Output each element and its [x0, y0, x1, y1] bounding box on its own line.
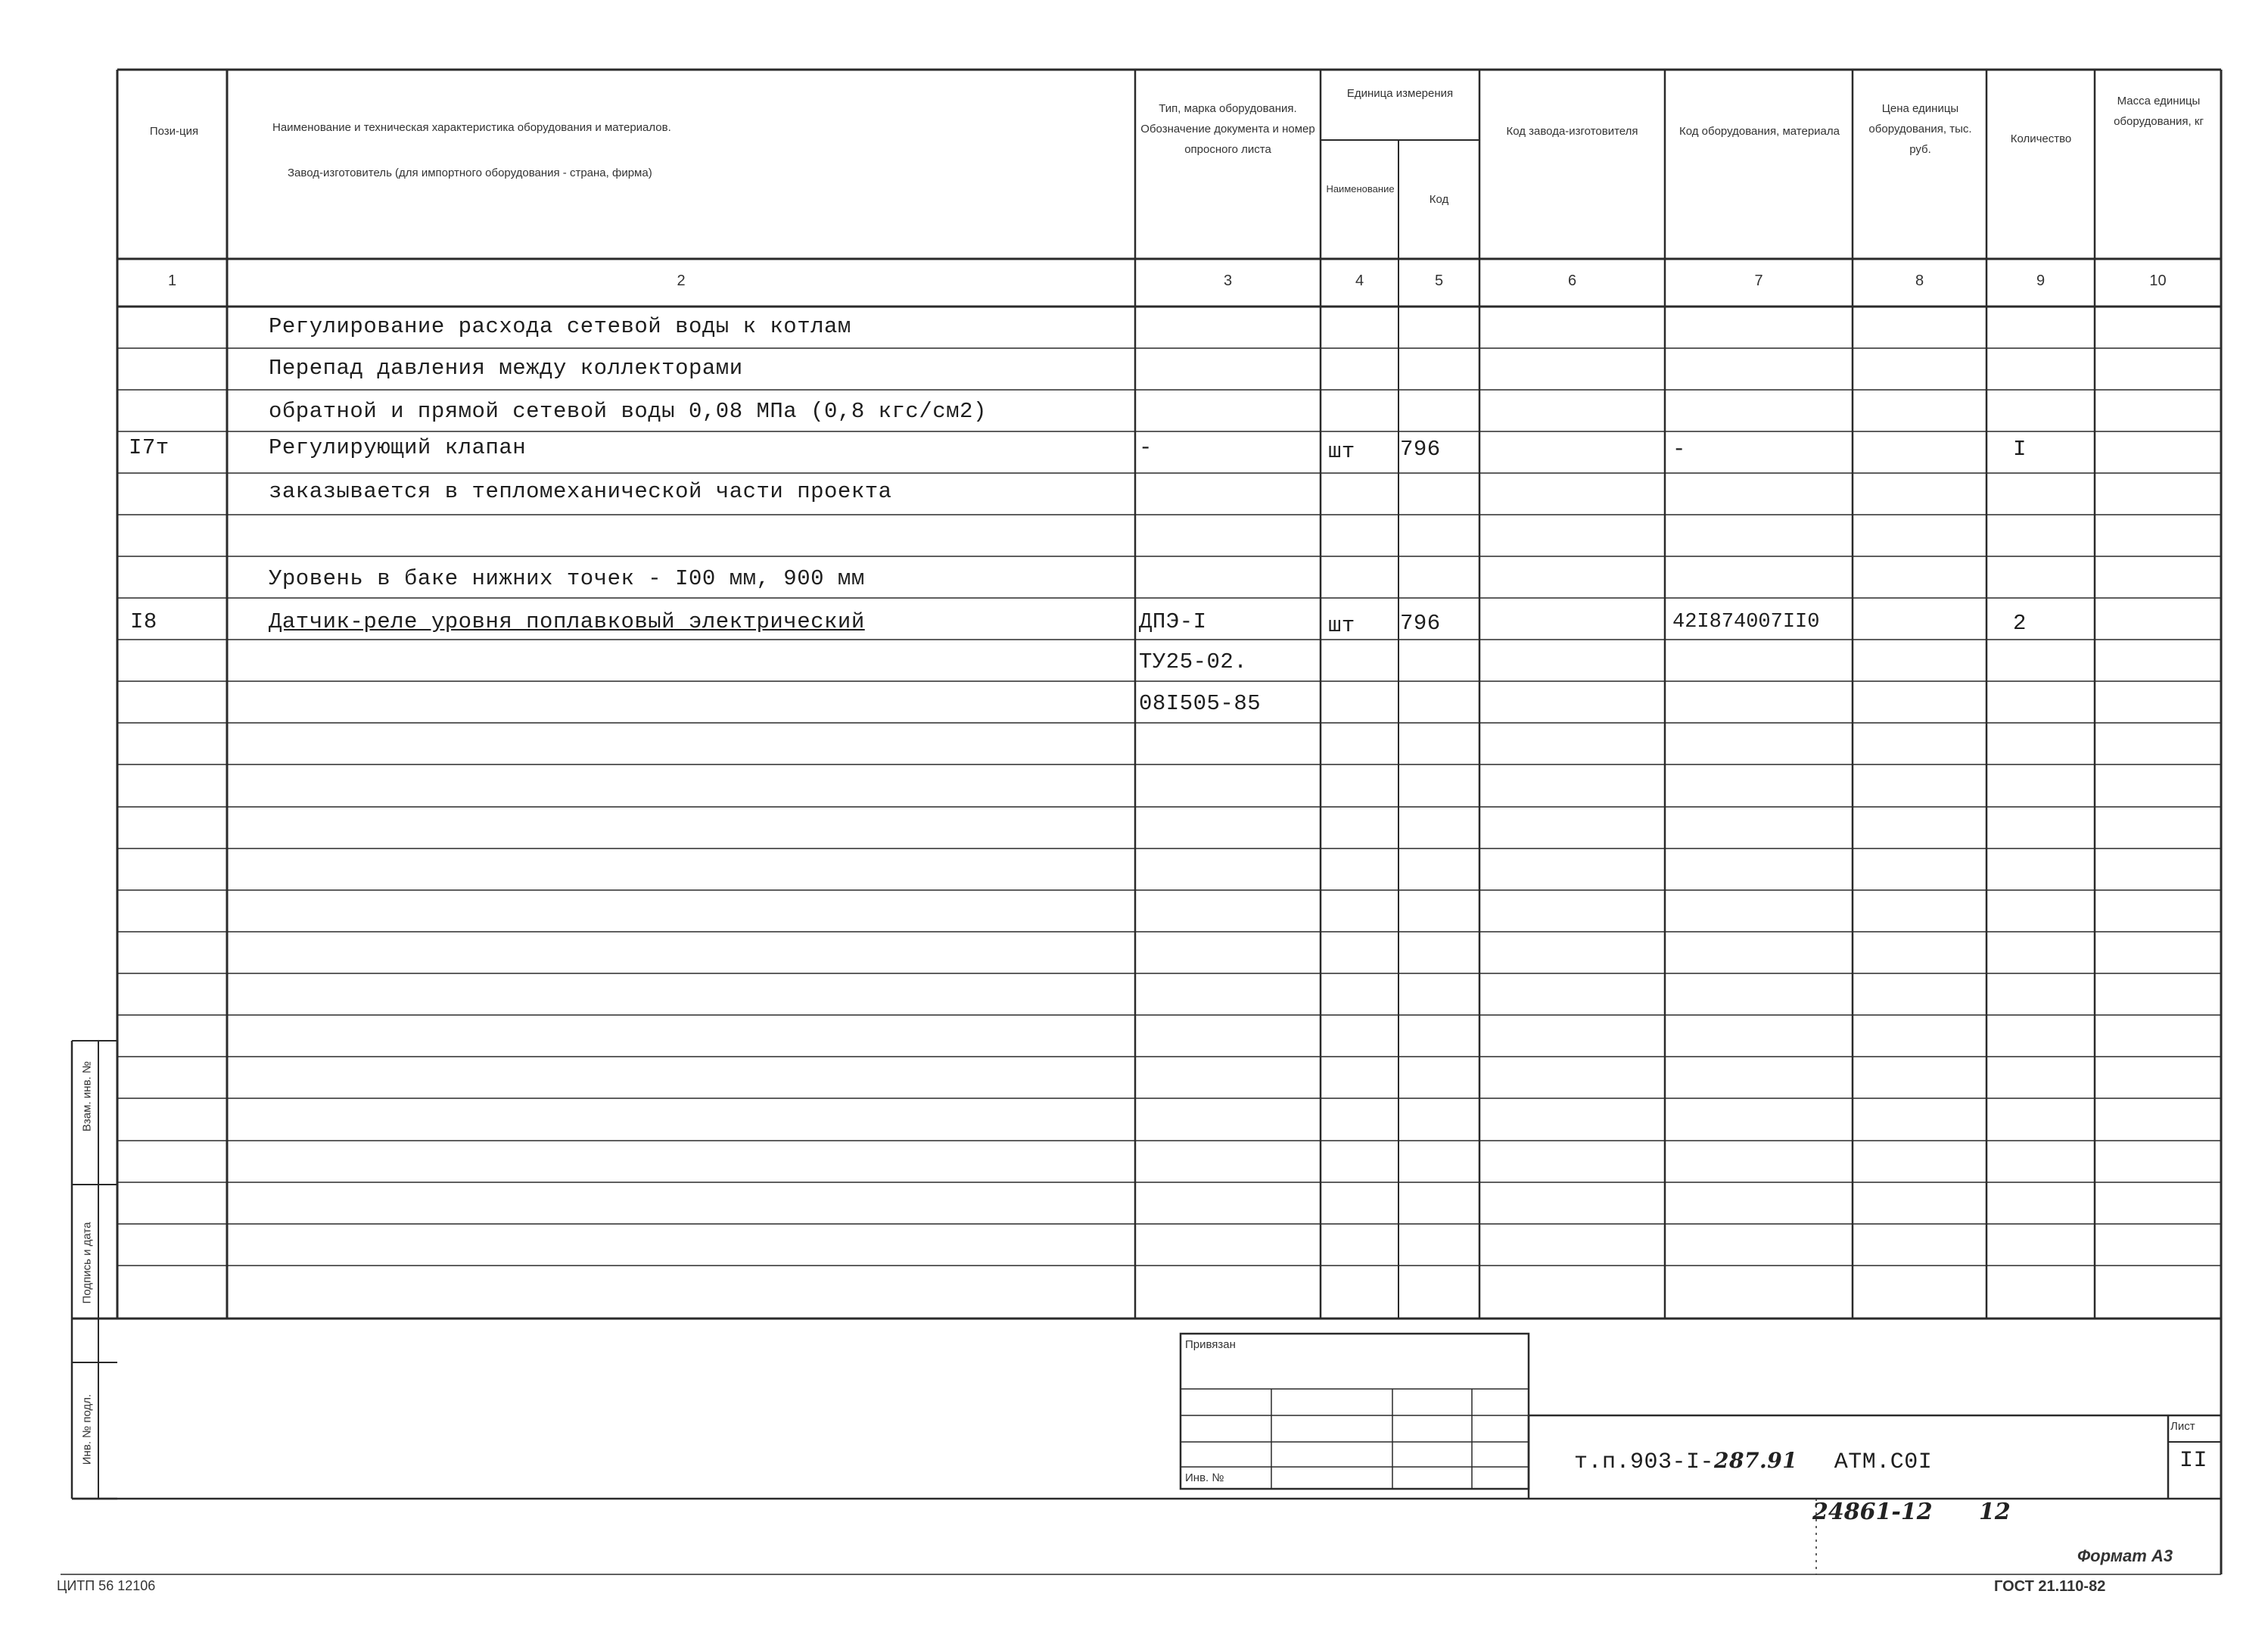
- row-name: Регулирование расхода сетевой воды к котлам: [269, 314, 851, 339]
- row-name: Датчик-реле уровня поплавковый электрический: [269, 609, 865, 634]
- sheet-number: II: [2179, 1448, 2208, 1474]
- row-type: -: [1139, 435, 1153, 460]
- row-type: ТУ25-02.: [1139, 649, 1248, 674]
- header-plant-code: Код завода-изготовителя: [1506, 125, 1638, 138]
- row-unit-code: 796: [1400, 611, 1441, 636]
- header-unit: Единица измерения: [1346, 87, 1454, 100]
- side-label-signature: Подпись и дата: [80, 1222, 94, 1304]
- row-type: ДПЭ-I: [1139, 609, 1207, 634]
- document-code: [1574, 1448, 1932, 1475]
- gost-label: ГОСТ 21.110-82: [1994, 1578, 2106, 1595]
- row-qty: I: [2013, 437, 2027, 462]
- document-code-suffix: АТМ.С0I: [1834, 1449, 1933, 1475]
- column-number: 6: [1567, 272, 1577, 289]
- header-name-line2: Завод-изготовитель (для импортного оборудования - страна, фирма): [288, 167, 652, 179]
- column-number: 2: [677, 272, 686, 289]
- header-qty: Количество: [2010, 132, 2072, 145]
- side-label-replacement: Взам. инв. №: [80, 1061, 94, 1132]
- row-position: I8: [130, 609, 157, 634]
- row-unit-code: 796: [1400, 437, 1441, 462]
- column-number: 8: [1915, 272, 1924, 289]
- row-equip-code: -: [1672, 437, 1686, 462]
- header-type: Тип, марка оборудования. Обозначение документа и номер опросного листа: [1140, 102, 1315, 156]
- header-name-line1: Наименование и техническая характеристика оборудования и материалов.: [272, 121, 671, 134]
- column-number: 7: [1754, 272, 1763, 289]
- archive-page: 12: [1979, 1499, 2011, 1525]
- document-code-handwritten: 287.91: [1714, 1448, 1798, 1473]
- row-unit: шт: [1328, 439, 1355, 464]
- row-name: Регулирующий клапан: [269, 435, 527, 460]
- document-code-prefix: т.п.903-I-: [1574, 1449, 1715, 1475]
- header-unit-code: Код: [1429, 193, 1449, 206]
- format-label: Формат А3: [2077, 1546, 2173, 1565]
- row-qty: 2: [2013, 611, 2027, 636]
- row-unit: шт: [1328, 613, 1355, 638]
- header-unit-name: Наименование: [1326, 183, 1395, 195]
- column-number: 9: [2036, 272, 2046, 289]
- header-position: Пози-ция: [149, 125, 199, 138]
- column-number: 10: [2149, 272, 2167, 289]
- header-price: Цена единицы оборудования, тыс. руб.: [1868, 102, 1972, 156]
- side-label-original-inv: Инв. № подл.: [80, 1393, 94, 1465]
- column-number: 5: [1434, 272, 1444, 289]
- column-number: 1: [167, 272, 177, 289]
- row-position: I7т: [129, 435, 170, 460]
- row-name: обратной и прямой сетевой воды 0,08 МПа (0,8 кгс/см2): [269, 399, 987, 424]
- header-equip-code: Код оборудования, материала: [1678, 125, 1840, 138]
- header-mass: Масса единицы оборудования, кг: [2114, 95, 2204, 128]
- row-name: Перепад давления между коллекторами: [269, 356, 743, 381]
- sheet-label: Лист: [2170, 1420, 2195, 1433]
- row-type: 08I505-85: [1139, 691, 1262, 716]
- row-name: заказывается в тепломеханической части проекта: [269, 479, 892, 504]
- left-footer-code: ЦИТП 56 12106: [57, 1578, 156, 1593]
- row-equip-code: 42I874007II0: [1672, 611, 1820, 634]
- column-number: 4: [1355, 272, 1364, 289]
- archive-code: 24861-12: [1812, 1499, 1933, 1525]
- inventory-label: Инв. №: [1185, 1471, 1224, 1484]
- column-number: 3: [1223, 272, 1233, 289]
- binding-label: Привязан: [1185, 1338, 1236, 1351]
- row-name: Уровень в баке нижних точек - I00 мм, 900 мм: [269, 566, 865, 591]
